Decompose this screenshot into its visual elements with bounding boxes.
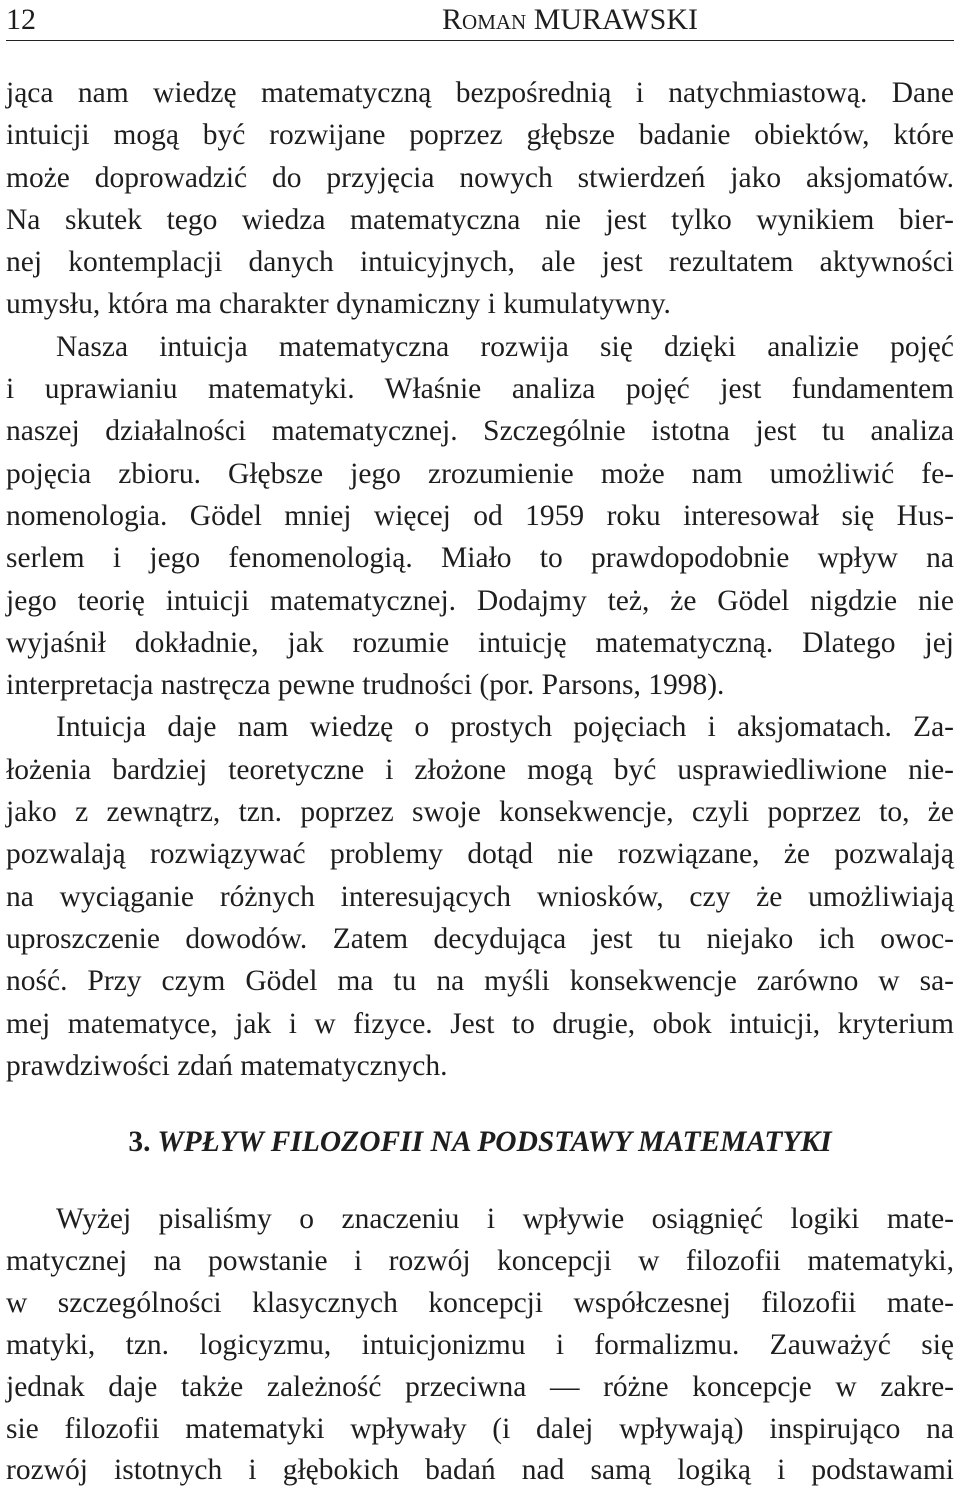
page-number: 12 — [6, 3, 36, 36]
text-line: jednak daje także zależność przeciwna — różne koncepcje w zakre- — [6, 1370, 954, 1403]
paragraph-philosophy-influence — [6, 1199, 954, 1492]
text-line: interpretacja nastręcza pewne trudności (por. Parsons, 1998). — [6, 669, 725, 702]
section-number: 3. — [128, 1126, 151, 1158]
text-line: pozwalają rozwiązywać problemy dotąd nie rozwiązane, że pozwalają — [6, 838, 954, 871]
text-line: i uprawianiu matematyki. Właśnie analiza pojęć jest fundamentem — [6, 373, 954, 406]
text-line: intuicji mogą być rozwijane poprzez głębsze badanie obiektów, które — [6, 119, 954, 152]
text-line: matyki, tzn. logicyzmu, intuicjonizmu i formalizmu. Zauważyć się — [6, 1328, 954, 1361]
text-line: na wyciąganie różnych interesujących wniosków, czy że umożliwiają — [6, 880, 954, 913]
body-text-lower — [6, 1199, 954, 1492]
text-line: łożenia bardziej teoretyczne i złożone mogą być usprawiedliwione nie- — [6, 753, 954, 786]
section-heading — [6, 1121, 954, 1163]
text-line: Wyżej pisaliśmy o znaczeniu i wpływie osiągnięć logiki mate- — [56, 1203, 954, 1235]
text-line: jego teorię intuicji matematycznej. Dodajmy też, że Gödel nigdzie nie — [6, 584, 954, 617]
text-line: ność. Przy czym Gödel ma tu na myśli konsekwencje zarówno w sa- — [6, 965, 954, 998]
page-header — [6, 0, 954, 41]
paragraph-continuation — [6, 72, 954, 326]
paragraph-intuition-development — [6, 326, 954, 707]
running-head — [6, 3, 954, 37]
text-line: naszej działalności matematycznej. Szczególnie istotna jest tu analiza — [6, 415, 954, 448]
text-line: nej kontemplacji danych intuicyjnych, ale jest rezultatem aktywności — [6, 246, 954, 279]
author-last-name: MURAWSKI — [533, 3, 698, 36]
text-line: matycznej na powstanie i rozwój koncepcji w filozofii matematyki, — [6, 1244, 954, 1277]
text-line: prawdziwości zdań matematycznych. — [6, 1049, 448, 1082]
body-text-upper — [6, 72, 954, 1087]
text-line: rozwój istotnych i głębokich badań nad samą logiką i podstawami — [6, 1454, 954, 1487]
author-first-name: Roman — [442, 3, 527, 36]
text-line: Intuicja daje nam wiedzę o prostych pojęciach i aksjomatach. Za- — [56, 711, 954, 744]
text-line: wyjaśnił dokładnie, jak rozumie intuicję matematyczną. Dlatego jej — [6, 626, 954, 659]
text-line: uproszczenie dowodów. Zatem decydująca jest tu niejako ich owoc- — [6, 922, 954, 955]
paragraph-intuition-knowledge — [6, 706, 954, 1087]
text-line: jako z zewnątrz, tzn. poprzez swoje konsekwencje, czyli poprzez to, że — [6, 796, 954, 829]
text-line: może doprowadzić do przyjęcia nowych stwierdzeń jako aksjomatów. — [6, 161, 954, 194]
text-line: umysłu, która ma charakter dynamiczny i kumulatywny. — [6, 288, 671, 321]
text-line: w szczególności klasycznych koncepcji współczesnej filozofii mate- — [6, 1286, 954, 1319]
text-line: serlem i jego fenomenologią. Miało to prawdopodobnie wpływ na — [6, 542, 954, 575]
text-line: Nasza intuicja matematyczna rozwija się dzięki analizie pojęć — [56, 330, 954, 363]
text-line: jąca nam wiedzę matematyczną bezpośrednią i natychmiastową. Dane — [6, 77, 954, 109]
text-line: pojęcia zbioru. Głębsze jego zrozumienie może nam umożliwić fe- — [6, 457, 954, 490]
text-line: sie filozofii matematyki wpływały (i dalej wpływają) inspirująco na — [6, 1412, 954, 1445]
text-line: mej matematyce, jak i w fizyce. Jest to drugie, obok intuicji, kryterium — [6, 1007, 954, 1040]
section-title: WPŁYW FILOZOFII NA PODSTAWY MATEMATYKI — [157, 1126, 832, 1158]
text-line: nomenologia. Gödel mniej więcej od 1959 roku interesował się Hus- — [6, 499, 954, 532]
text-line: Na skutek tego wiedza matematyczna nie jest tylko wynikiem bier- — [6, 203, 954, 236]
